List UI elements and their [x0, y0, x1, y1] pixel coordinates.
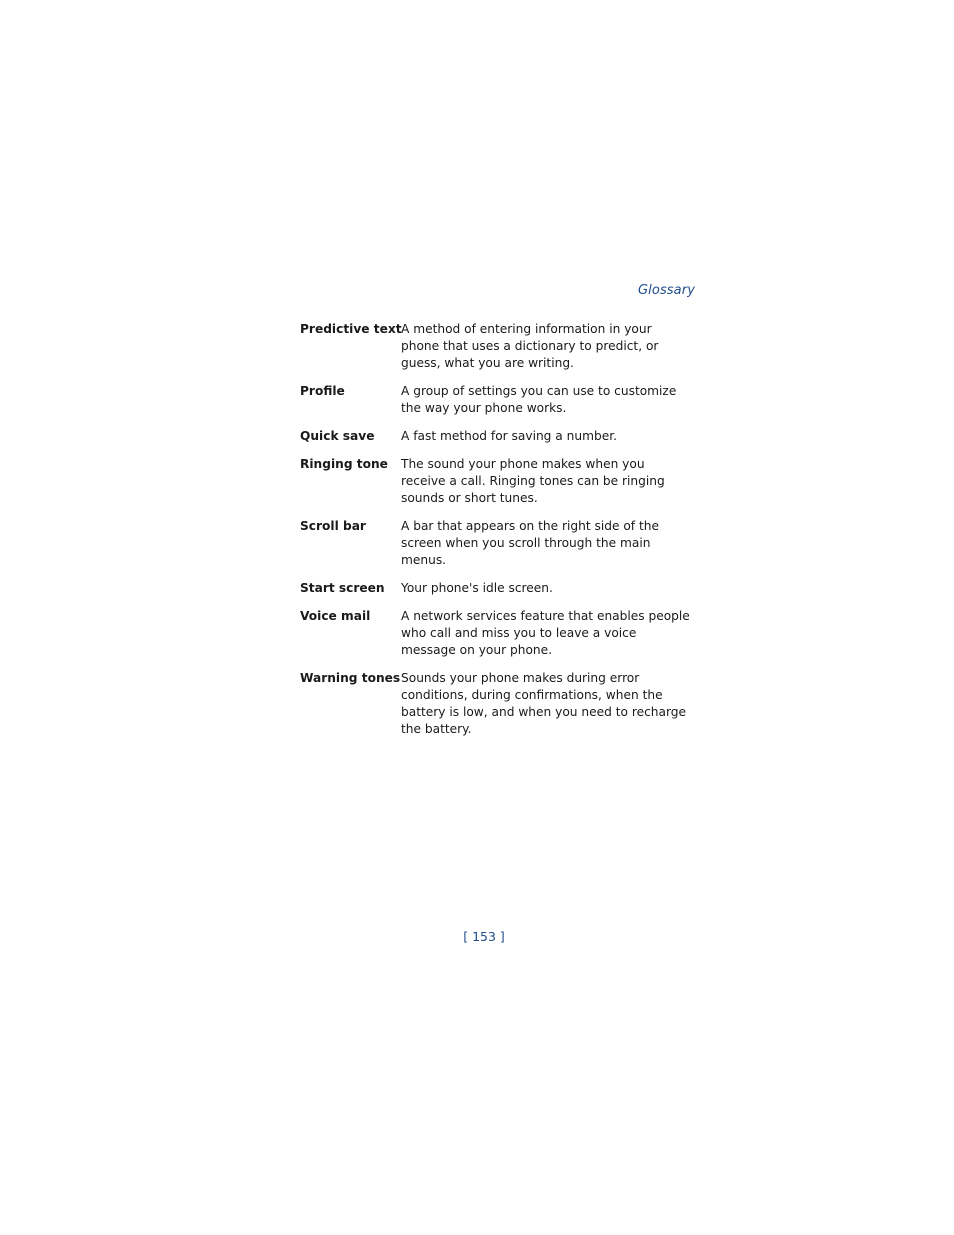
page-number: [ 153 ] — [463, 929, 505, 944]
glossary-definition: A fast method for saving a number. — [401, 429, 617, 443]
glossary-definition: A group of settings you can use to customize the way your phone works. — [401, 384, 677, 415]
glossary-entry — [300, 580, 695, 597]
glossary-list — [300, 321, 695, 749]
glossary-entry — [300, 608, 695, 659]
glossary-entry — [300, 428, 695, 445]
glossary-term: Warning tones — [300, 671, 401, 685]
glossary-term: Predictive text — [300, 322, 402, 336]
glossary-definition: A bar that appears on the right side of the screen when you scroll through the main menus. — [401, 519, 659, 567]
glossary-definition: Sounds your phone makes during error conditions, during confirmations, when the battery is low, and when you need to recharge the battery. — [401, 671, 686, 736]
glossary-definition: Your phone's idle screen. — [401, 581, 553, 595]
glossary-definition: A method of entering information in your phone that uses a dictionary to predict, or guess, what you are writing. — [401, 322, 659, 370]
glossary-entry — [300, 456, 695, 507]
section-header: Glossary — [638, 283, 695, 298]
glossary-entry — [300, 670, 695, 738]
glossary-entry — [300, 383, 695, 417]
glossary-definition: A network services feature that enables people who call and miss you to leave a voice message on your phone. — [401, 609, 690, 657]
glossary-term: Voice mail — [300, 609, 371, 623]
glossary-term: Start screen — [300, 581, 385, 595]
glossary-entry — [300, 518, 695, 569]
glossary-term: Ringing tone — [300, 457, 388, 471]
glossary-entry — [300, 321, 695, 372]
glossary-term: Scroll bar — [300, 519, 366, 533]
glossary-term: Quick save — [300, 429, 375, 443]
glossary-definition: The sound your phone makes when you receive a call. Ringing tones can be ringing sounds or short tunes. — [401, 457, 665, 505]
glossary-term: Profile — [300, 384, 345, 398]
